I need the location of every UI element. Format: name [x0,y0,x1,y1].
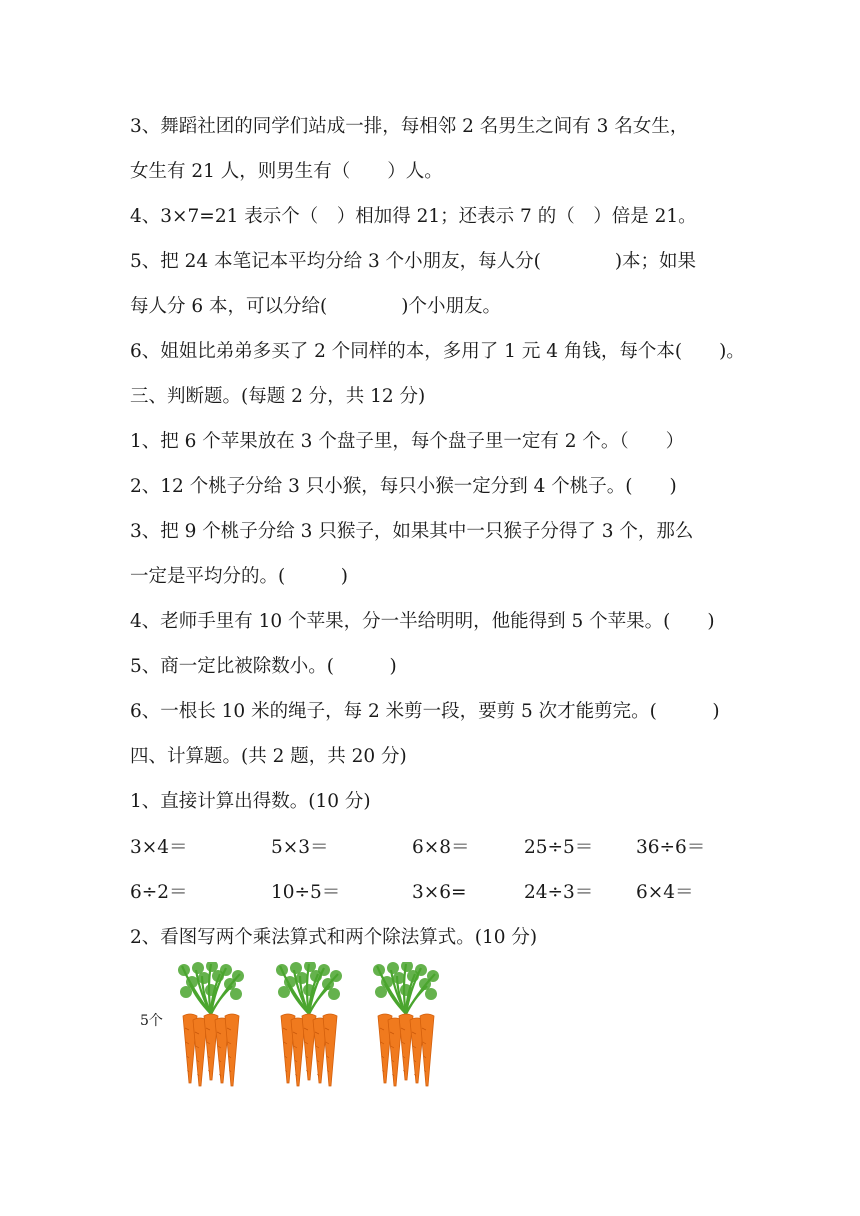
fill-q6: 6、姐姐比弟弟多买了 2 个同样的本，多用了 1 元 4 角钱，每个本( )。 [130,341,745,362]
judge-q4: 4、老师手里有 10 个苹果，分一半给明明，他能得到 5 个苹果。( ) [130,611,715,632]
calc-item: 36÷6＝ [636,837,706,858]
calc-item: 24÷3＝ [524,882,594,903]
calc-item: 25÷5＝ [524,837,594,858]
carrot-bunch-icon [270,962,348,1090]
fill-q4: 4、3×7=21 表示个（ ）相加得 21；还表示 7 的（ ）倍是 21。 [130,206,697,227]
calc-item: 5×3＝ [271,837,329,858]
fill-q3-line1: 3、舞蹈社团的同学们站成一排，每相邻 2 名男生之间有 3 名女生， [130,116,689,137]
judge-q1: 1、把 6 个苹果放在 3 个盘子里，每个盘子里一定有 2 个。（ ） [130,431,685,452]
judge-q6: 6、一根长 10 米的绳子，每 2 米剪一段，要剪 5 次才能剪完。( ) [130,701,720,722]
calc-q1-heading: 1、直接计算出得数。(10 分) [130,791,371,812]
calc-item: 10÷5＝ [271,882,341,903]
count-label: 5个 [140,1013,163,1029]
carrot-bunch-icon [367,962,445,1090]
calc-q2-heading: 2、看图写两个乘法算式和两个除法算式。(10 分) [130,927,538,948]
calc-item: 3×6= [412,882,467,903]
calc-item: 6÷2＝ [130,882,188,903]
judge-q3-line2: 一定是平均分的。( ) [130,566,348,587]
calc-item: 3×4＝ [130,837,188,858]
calc-item: 6×4＝ [636,882,694,903]
fill-q3-line2: 女生有 21 人，则男生有（ ）人。 [130,161,443,182]
judge-q5: 5、商一定比被除数小。( ) [130,656,397,677]
section-calc-heading: 四、计算题。(共 2 题，共 20 分) [130,746,407,767]
calc-item: 6×8＝ [412,837,470,858]
fill-q5-line2: 每人分 6 本，可以分给( )个小朋友。 [130,296,501,317]
section-judgement-heading: 三、判断题。(每题 2 分，共 12 分) [130,386,426,407]
judge-q3-line1: 3、把 9 个桃子分给 3 只猴子，如果其中一只猴子分得了 3 个，那么 [130,521,694,542]
judge-q2: 2、12 个桃子分给 3 只小猴，每只小猴一定分到 4 个桃子。( ) [130,476,677,497]
fill-q5-line1: 5、把 24 本笔记本平均分给 3 个小朋友，每人分( )本；如果 [130,251,697,272]
carrot-bunch-icon [172,962,250,1090]
